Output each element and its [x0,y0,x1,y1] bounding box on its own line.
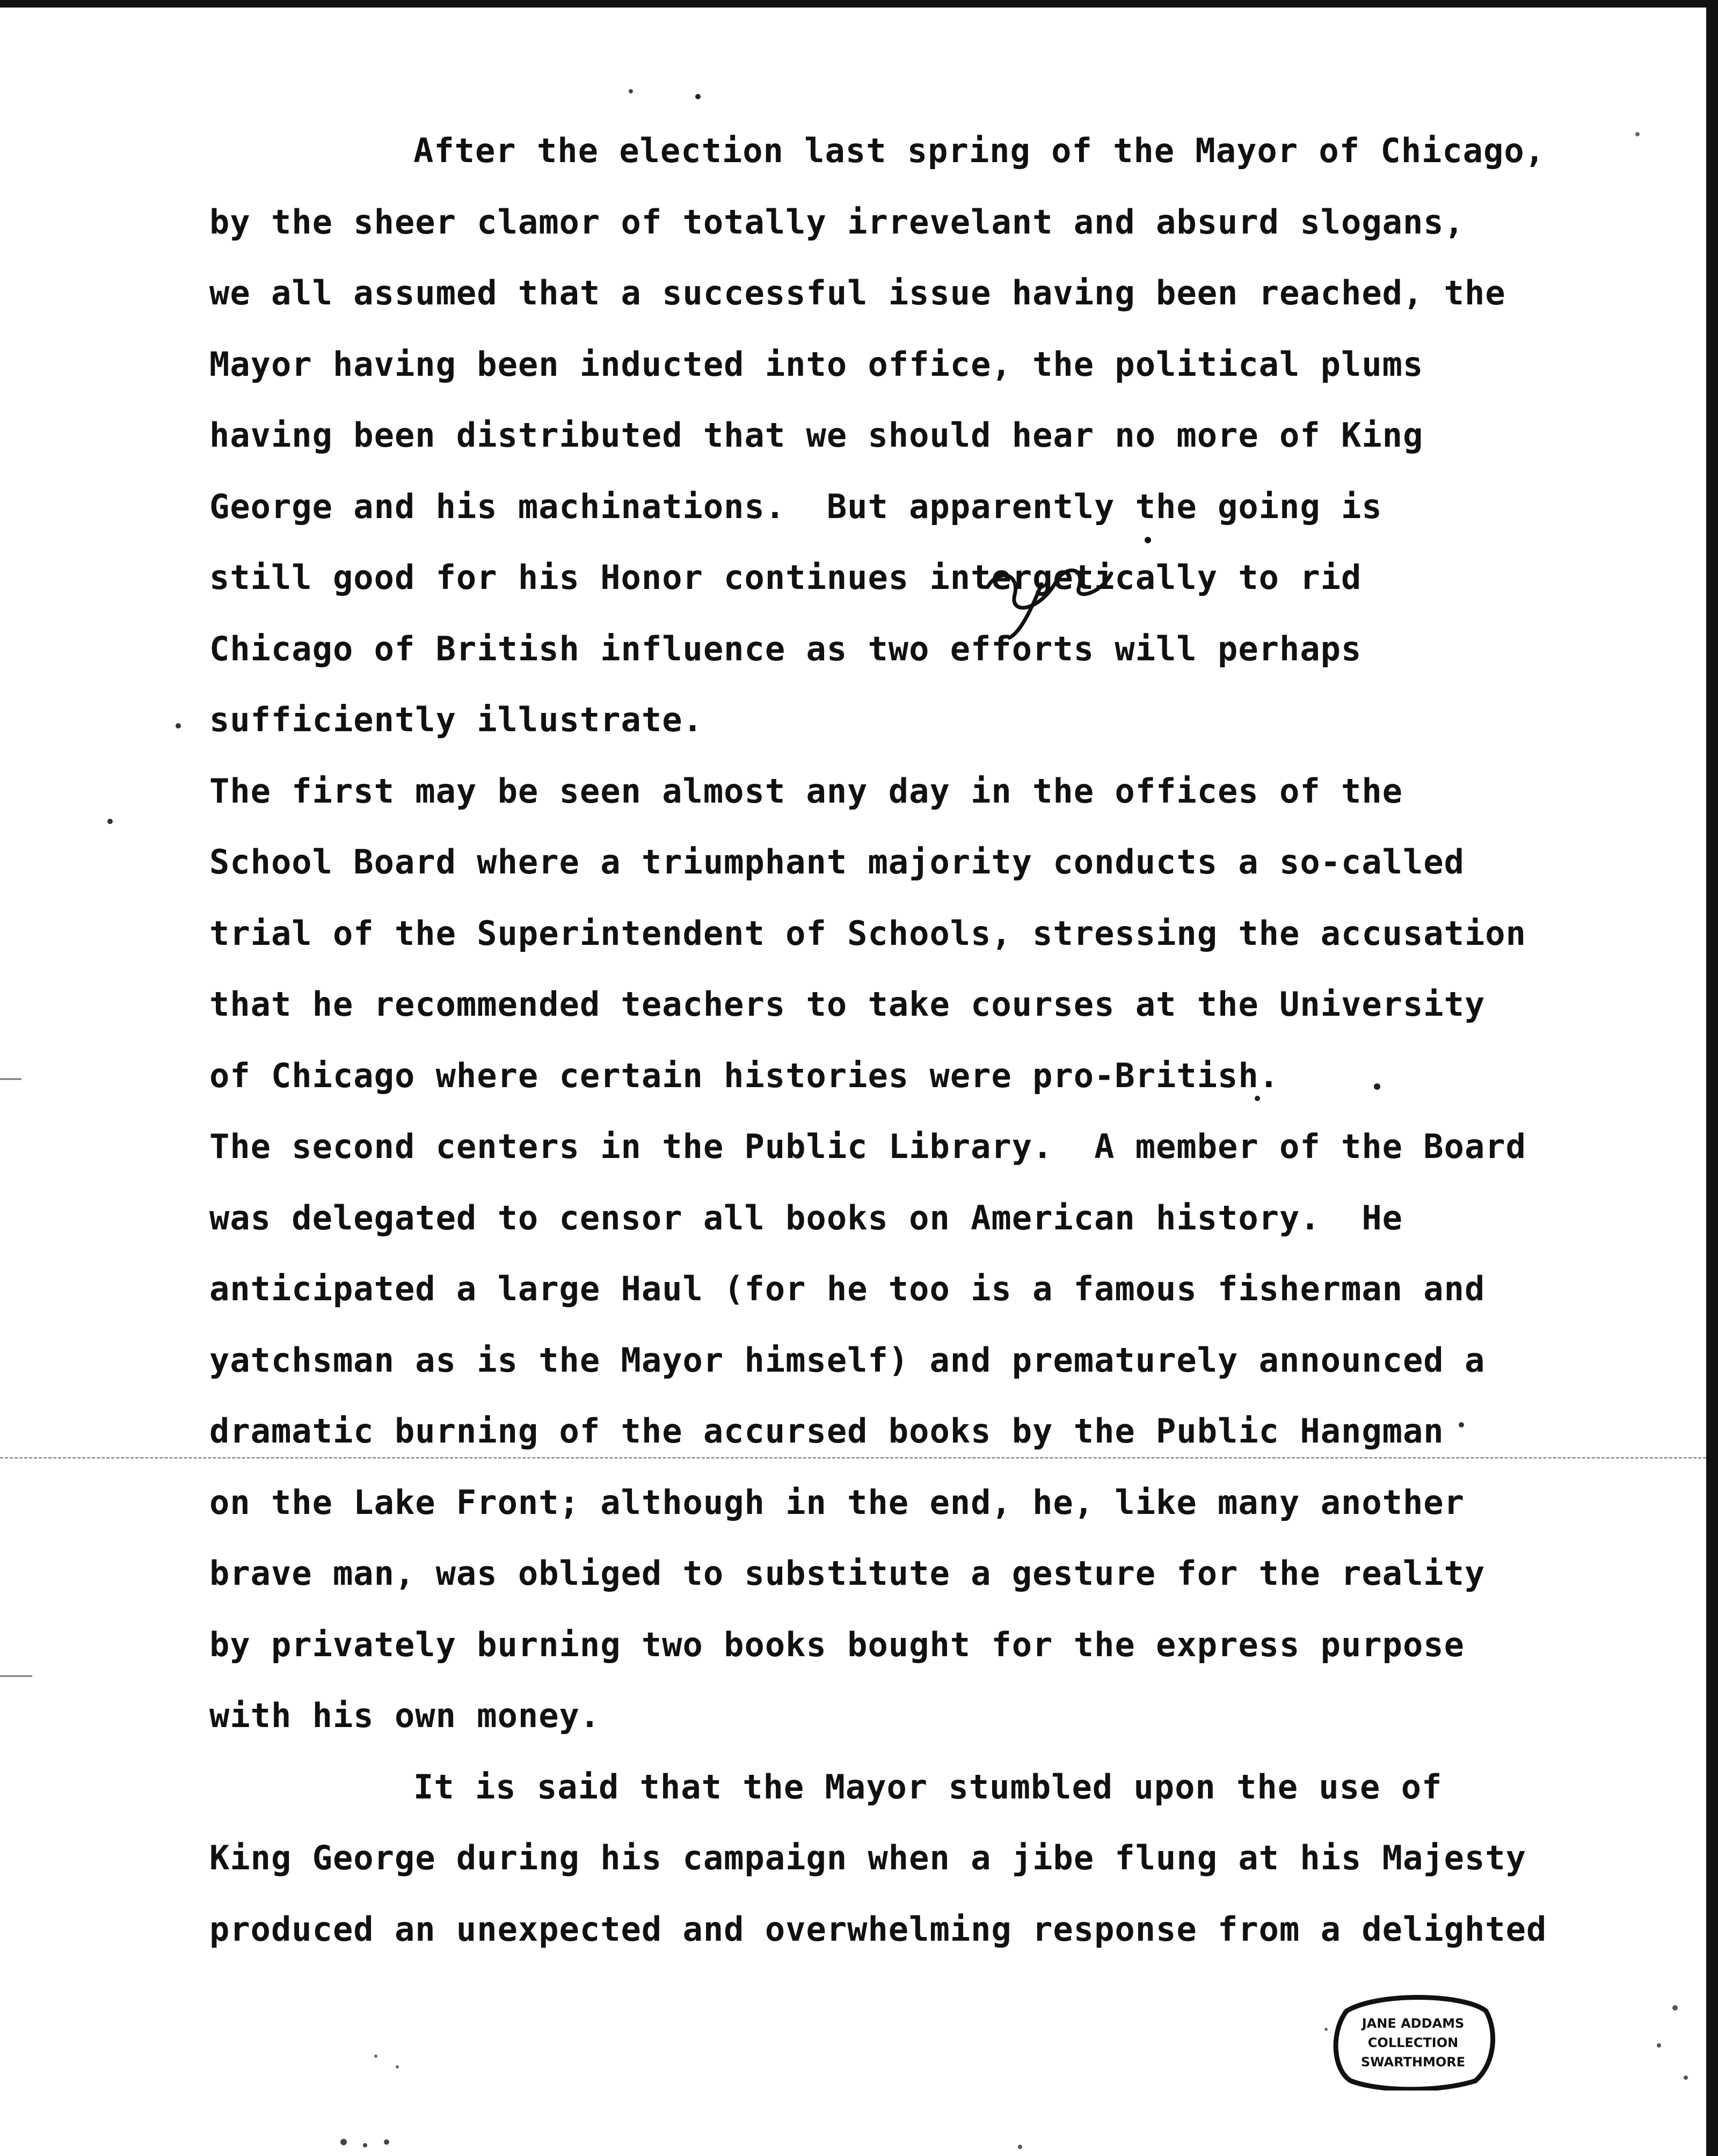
stamp-line-2: COLLECTION [1367,2035,1459,2050]
text-line: sufficiently illustrate. [209,700,703,739]
text-line: by privately burning two books bought for the express purpose [209,1625,1465,1664]
text-line: by the sheer clamor of totally irrevelant and absurd slogans, [209,202,1465,242]
text-line: yatchsman as is the Mayor himself) and prematurely announced a [209,1340,1486,1380]
archive-stamp [1330,1995,1496,2091]
text-line: of Chicago where certain histories were pro-British. [209,1055,1280,1095]
text-line: The first may be seen almost any day in the offices of the [209,771,1403,811]
handwritten-correction [977,536,1160,643]
text-line: trial of the Superintendent of Schools, stressing the accusation [209,913,1526,953]
scan-border-right [1706,0,1718,2156]
stamp-line-3: SWARTHMORE [1360,2055,1466,2070]
text-line: King George during his campaign when a jibe flung at his Majesty [209,1838,1526,1877]
text-line: Mayor having been inducted into office, the political plums [209,344,1424,384]
text-line: After the election last spring of the Mayor of Chicago, [413,131,1545,170]
text-line: George and his machinations. But apparently the going is [209,486,1382,526]
stamp-line-1: JANE ADDAMS [1362,2016,1465,2031]
text-line: was delegated to censor all books on American history. He [209,1198,1403,1237]
text-line: still good for his Honor continues intergetically to rid [209,558,1362,597]
text-line: produced an unexpected and overwhelming response from a delighted [209,1909,1547,1949]
text-line: that he recommended teachers to take courses at the University [209,985,1486,1024]
text-line: The second centers in the Public Library. A member of the Board [209,1127,1526,1166]
text-line: on the Lake Front; although in the end, he, like many another [209,1482,1465,1522]
text-line: It is said that the Mayor stumbled upon the use of [413,1767,1443,1807]
scan-border-top [0,0,1718,8]
text-line: dramatic burning of the accursed books by the Public Hangman [209,1411,1444,1451]
text-line: having been distributed that we should hear no more of King [209,416,1424,455]
text-line: anticipated a large Haul (for he too is a famous fisherman and [209,1269,1486,1308]
text-line: Chicago of British influence as two efforts will perhaps [209,629,1362,668]
text-line: we all assumed that a successful issue having been reached, the [209,273,1506,312]
text-line: with his own money. [209,1696,601,1735]
text-line: brave man, was obliged to substitute a gesture for the reality [209,1554,1486,1593]
text-line: School Board where a triumphant majority conducts a so-called [209,842,1465,882]
typed-body [209,115,1562,1965]
